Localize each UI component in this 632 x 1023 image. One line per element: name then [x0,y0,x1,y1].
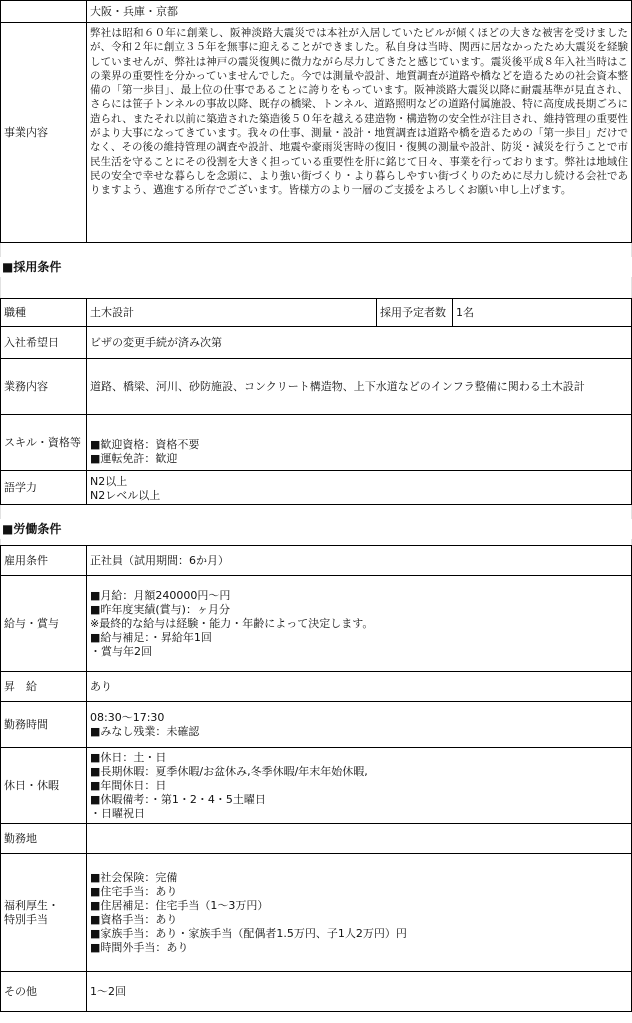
welfare-label [1,854,87,972]
hours-row [1,702,632,748]
other-value: 1～2回 [87,972,632,1012]
salary-line: ・賞与年2回 [90,644,152,658]
salary-label: 給与・賞与 [1,576,87,672]
business-label: 事業内容 [1,23,87,243]
holiday-line: ■休暇備考：・第1・2・4・5土曜日 [90,792,266,806]
hours-label: 勤務時間 [1,702,87,748]
welfare-line: ■住居補足：住宅手当（1～3万円） [90,898,269,912]
start-date-value: ビザの変更手続が済み次第 [87,327,632,359]
welfare-line: ■住宅手当：あり [90,884,178,898]
language-line: N2レベル以上 [90,489,161,502]
gap-2 [0,277,632,298]
business-text: 弊社は昭和６０年に創業し、阪神淡路大震災では本社が入居していたビルが傾くほどの大きな被害を受けましたが、令和２年に創立３５年を無事に迎えることができました。私自身は当時、関西に居なかったため大震災を経験していませんが、弊社は神戸の震災復興に微力ながら尽力してきたと感じています。震災後平成８年入社当時はこの業界の重要性を分かっていませんでした。今では測量や設計、地質調査が道路や橋などを造るための社会資本整備の「第一歩目」、最上位の仕事であることに誇りをもっています。阪神淡路大震災以降に耐震基準が見直され、さらには笹子トンネルの事故以降、既存の橋梁、トンネル、道路照明などの道路付属施設、特に高度成長期ごろに造られ、またそれ以前に築造された築造後５０年を越える建造物・構造物の安全性が注目され、維持管理の重要性がより大事になってきています。我々の仕事、測量・設計・地質調査は道路や橋を造るための「第一歩目」だけでなく、その後の維持管理の調査や設計、地震や豪雨災害時の復旧・復興の測量や設計、防災・減災を行うことで市民生活を守ることにその役割を大きく担っている重要性を肝に銘じて日々、事業を行っております。弊社は地域住民の安全で幸せな暮らしを念頭に、より強い街づくり・より暮らしやすい街づくりのために尽力し続ける会社でありますよう、邁進する所存でございます。皆様方のより一層のご支援をよろしくお願い申し上げます。 [87,23,632,243]
gap-1 [0,243,632,257]
skill-line: ■運転免許：歓迎 [90,452,178,465]
holiday-line: ■長期休暇：夏季休暇/お盆休み,冬季休暇/年末年始休暇, [90,764,368,778]
skills-value [87,415,632,471]
holidays-value [87,748,632,824]
welfare-line: ■社会保険：完備 [90,870,178,884]
welfare-value [87,854,632,972]
employment-row [1,546,632,576]
start-date-label: 入社希望日 [1,327,87,359]
labor-table [0,545,632,1012]
holidays-label: 休日・休暇 [1,748,87,824]
location-label-cell [1,1,87,23]
language-label: 語学力 [1,471,87,505]
hiring-table [0,298,632,505]
duties-row [1,359,632,415]
workplace-value [87,824,632,854]
welfare-line: ■家族手当：あり・家族手当（配偶者1.5万円、子1人2万円）円 [90,926,407,940]
hiring-section-title: ■採用条件 [2,260,62,274]
welfare-label-line: 福利厚生・ [4,898,59,912]
employment-label: 雇用条件 [1,546,87,576]
skill-line: ■歓迎資格：資格不要 [90,438,200,451]
welfare-row [1,854,632,972]
skills-label: スキル・資格等 [1,415,87,471]
holiday-line: ■休日：土・日 [90,750,167,764]
hours-line: 08:30～17:30 [90,710,165,724]
welfare-label-line: 特別手当 [4,912,48,926]
planned-count-value: 1名 [453,299,632,327]
workplace-label: 勤務地 [1,824,87,854]
language-row [1,471,632,505]
salary-line: ※最終的な給与は経験・能力・年齢によって決定します。 [90,616,374,630]
duties-label: 業務内容 [1,359,87,415]
raise-value: あり [87,672,632,702]
salary-line: ■昨年度実績(賞与)：ヶ月分 [90,602,230,616]
hours-line: ■みなし残業：未確認 [90,724,200,738]
duties-value: 道路、橋梁、河川、砂防施設、コンクリート構造物、上下水道などのインフラ整備に関わる土木設計 [87,359,632,415]
holidays-row [1,748,632,824]
welfare-line: ■資格手当：あり [90,912,178,926]
language-value [87,471,632,505]
job-type-value: 土木設計 [87,299,377,327]
holiday-line: ■年間休日：日 [90,778,167,792]
planned-count-label: 採用予定者数 [377,299,453,327]
company-table [0,0,632,243]
other-label: その他 [1,972,87,1012]
skills-row [1,415,632,471]
gap-3 [0,505,632,519]
salary-row [1,576,632,672]
workplace-row [1,824,632,854]
raise-row [1,672,632,702]
welfare-line: ■時間外手当：あり [90,940,189,954]
salary-value [87,576,632,672]
salary-line: ■給与補足：・昇給年1回 [90,630,212,644]
location-value: 大阪・兵庫・京都 [87,1,632,23]
start-date-row [1,327,632,359]
labor-section-title: ■労働条件 [2,522,62,536]
salary-line: ■月給：月額240000円～円 [90,588,231,602]
other-row [1,972,632,1012]
hours-value [87,702,632,748]
language-line: N2以上 [90,475,128,488]
job-type-row [1,299,632,327]
job-type-label: 職種 [1,299,87,327]
employment-value: 正社員（試用期間：6か月） [87,546,632,576]
location-row [1,1,632,23]
holiday-line: ・日曜祝日 [90,806,145,820]
business-row [1,23,632,243]
raise-label: 昇 給 [1,672,87,702]
